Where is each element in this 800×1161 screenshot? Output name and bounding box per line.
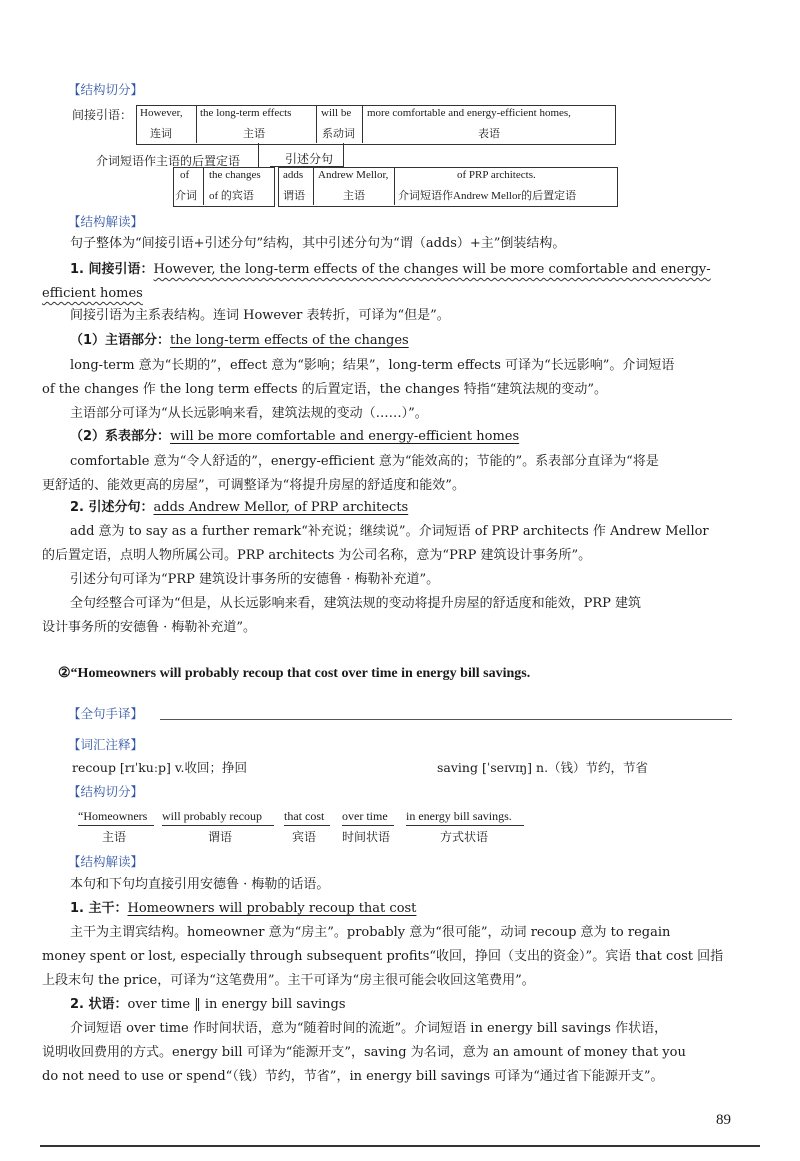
paragraph: 引述分句可译为“PRP 建筑设计事务所的安德鲁 · 梅勒补充道”。 <box>70 572 440 587</box>
split-cell-role: 介词短语作Andrew Mellor的后置定语 <box>398 190 577 202</box>
split-cell: more comfortable and energy-efficient homes, <box>367 107 571 119</box>
paragraph: 句子整体为“间接引语+引述分句”结构，其中引述分句为“谓（adds）+主”倒装结构。 <box>70 236 566 251</box>
heading-label: （1）主语部分： <box>70 333 171 348</box>
vocab-entry-saving: saving [ˈseɪvɪŋ] n.（钱）节约，节省 <box>437 760 649 775</box>
paragraph: add 意为 to say as a further remark“补充说；继续说”。介词短语 of PRP architects 作 Andrew Mellor <box>70 524 709 539</box>
split-part: over time <box>342 809 388 823</box>
split-cell-role: of 的宾语 <box>209 190 254 202</box>
heading-label: 1. 主干： <box>70 901 128 916</box>
note-postpositive-attribute: 介词短语作主语的后置定语 <box>96 154 241 168</box>
translation-blank-line[interactable] <box>160 719 732 720</box>
paragraph: 主语部分可译为“从长远影响来看，建筑法规的变动（……）”。 <box>70 406 428 421</box>
paragraph: comfortable 意为“令人舒适的”，energy-efficient 意为“能效高的；节能的”。系表部分直译为“将是 <box>70 454 659 469</box>
paragraph: long-term 意为“长期的”，effect 意为“影响；结果”，long-term effects 可译为“长远影响”。介词短语 <box>70 358 675 373</box>
paragraph: 的后置定语，点明人物所属公司。PRP architects 为公司名称，意为“PRP 建筑设计事务所”。 <box>42 548 592 563</box>
section-label-translate: 【全句手译】 <box>68 706 144 721</box>
heading-label: 1. 间接引语： <box>70 262 154 277</box>
split-cell: However, <box>140 107 183 119</box>
split-cell: adds <box>283 169 304 181</box>
split-cell: of <box>180 169 190 181</box>
split-cell-role: 介词 <box>175 190 197 202</box>
paragraph: 全句经整合可译为“但是，从长远影响来看，建筑法规的变动将提升房屋的舒适度和能效，PRP 建筑 <box>70 596 642 611</box>
split-cell-role: 主语 <box>243 128 265 140</box>
split-cell-role: 连词 <box>150 128 172 140</box>
heading-sentence: the long-term effects of the changes <box>170 333 409 348</box>
split-cell-role: 主语 <box>343 190 365 202</box>
split-cell: will be <box>321 107 352 119</box>
split-cell: Andrew Mellor, <box>318 169 389 181</box>
split-part-role: 主语 <box>102 830 127 844</box>
paragraph: 本句和下句均直接引用安德鲁 · 梅勒的话语。 <box>70 877 330 892</box>
paragraph: 介词短语 over time 作时间状语，意为“随着时间的流逝”。介词短语 in energy bill savings 作状语， <box>70 1021 668 1036</box>
heading-sentence: will be more comfortable and energy-efficient homes <box>170 429 520 444</box>
heading-subject-part <box>42 329 762 353</box>
paragraph: 更舒适的、能效更高的房屋”，可调整译为“将提升房屋的舒适度和能效”。 <box>42 478 465 493</box>
split-part: “Homeowners <box>78 809 148 823</box>
split-part-role: 宾语 <box>292 830 317 844</box>
split-cell: of PRP architects. <box>457 169 536 181</box>
paragraph: 主干为主谓宾结构。homeowner 意为“房主”。probably 意为“很可能”，动词 recoup 意为 to regain <box>70 925 671 940</box>
heading-sentence: However, the long-term effects of the changes will be more comfortable and energy-efficient homes <box>42 262 711 301</box>
paragraph: money spent or lost, especially through subsequent profits“收回，挣回（支出的资金）”。宾语 that cost 回指 <box>42 949 724 964</box>
heading-indirect-speech <box>42 258 762 306</box>
heading-label: 2. 引述分句： <box>70 500 154 515</box>
split-part: that cost <box>284 809 325 823</box>
heading-label: （2）系表部分： <box>70 429 171 444</box>
heading-sentence: Homeowners will probably recoup that cost <box>127 901 417 916</box>
split-part: will probably recoup <box>162 809 262 823</box>
section-label-structure-explain: 【结构解读】 <box>68 214 144 229</box>
split-cell-role: 表语 <box>478 128 500 140</box>
heading-reporting-clause <box>42 496 762 520</box>
indirect-speech-prefix: 间接引语： <box>72 108 133 122</box>
paragraph: 上段末句 the price，可译为“这笔费用”。主干可译为“房主很可能会收回这笔费用”。 <box>42 973 535 988</box>
note-reporting-clause: 引述分句 <box>285 152 334 166</box>
page-number: 89 <box>716 1112 731 1128</box>
paragraph: 间接引语为主系表结构。连词 However 表转折，可译为“但是”。 <box>70 308 450 323</box>
split-part: in energy bill savings. <box>406 809 512 823</box>
split-cell: the changes <box>209 169 261 181</box>
footer-rule <box>40 1145 760 1147</box>
split-part-role: 方式状语 <box>440 830 489 844</box>
section-label-structure-split: 【结构切分】 <box>68 82 144 97</box>
split-cell-role: 谓语 <box>283 190 305 202</box>
heading-main-clause <box>42 897 762 921</box>
paragraph: do not need to use or spend“（钱）节约，节省”，in energy bill savings 可译为“通过省下能源开支”。 <box>42 1069 664 1084</box>
split-part-role: 时间状语 <box>342 830 391 844</box>
heading-adverbial <box>42 993 762 1017</box>
sentence-2-title: ②“Homeowners will probably recoup that cost over time in energy bill savings. <box>58 666 531 681</box>
paragraph: of the changes 作 the long term effects 的后置定语，the changes 特指“建筑法规的变动”。 <box>42 382 607 397</box>
vocab-entry-recoup: recoup [rɪˈkuːp] v.收回；挣回 <box>72 760 247 775</box>
heading-sentence: adds Andrew Mellor, of PRP architects <box>153 500 409 515</box>
split-cell: the long-term effects <box>200 107 292 119</box>
section-label-structure-split: 【结构切分】 <box>68 784 144 799</box>
heading-label: 2. 状语： <box>70 997 128 1012</box>
split-cell-role: 系动词 <box>322 128 355 140</box>
heading-predicate-part <box>42 425 762 449</box>
paragraph: 说明收回费用的方式。energy bill 可译为“能源开支”，saving 为名词，意为 an amount of money that you <box>42 1045 686 1060</box>
section-label-structure-explain: 【结构解读】 <box>68 854 144 869</box>
section-label-vocab: 【词汇注释】 <box>68 737 144 752</box>
paragraph: 设计事务所的安德鲁 · 梅勒补充道”。 <box>42 620 257 635</box>
split-part-role: 谓语 <box>208 830 233 844</box>
heading-sentence: over time ‖ in energy bill savings <box>127 997 346 1012</box>
